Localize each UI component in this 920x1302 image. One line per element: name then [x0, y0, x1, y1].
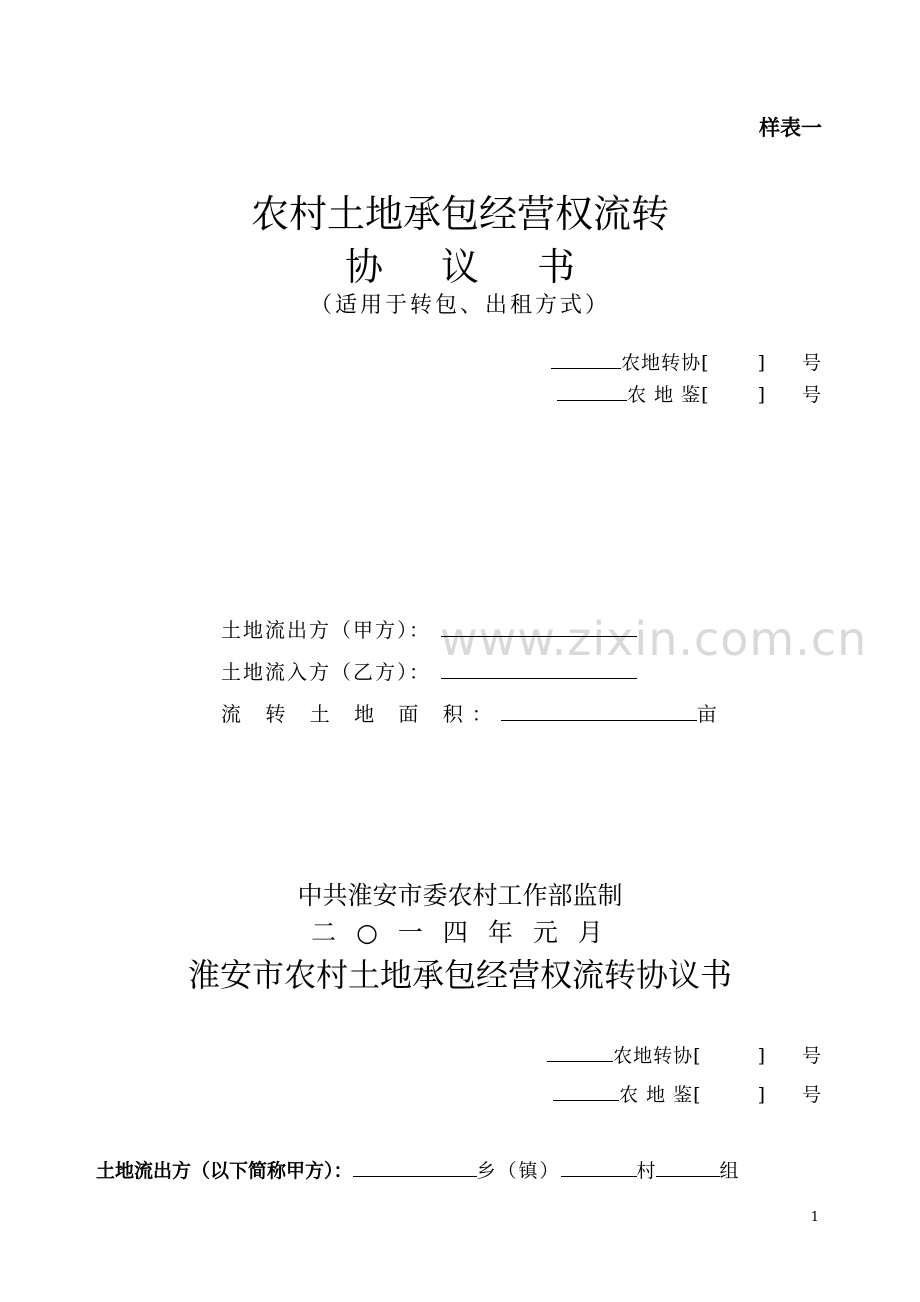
agreement-transfer-number — [547, 1041, 822, 1068]
inflow-party-field — [221, 656, 637, 685]
bracket-close: ] — [757, 1045, 766, 1067]
transfer-number-label: 农地转协[ — [621, 352, 710, 374]
bracket-close: ] — [757, 1084, 766, 1106]
inflow-party-label: 土地流入方（乙方）： — [221, 660, 431, 684]
bracket-close: ] — [757, 352, 766, 374]
transfer-area-blank[interactable] — [501, 699, 697, 721]
appraisal-number-label: 农 地 鉴[ — [619, 1084, 702, 1106]
group-blank[interactable] — [656, 1156, 720, 1177]
transfer-area-label: 流 转 土 地 面 积： — [221, 702, 501, 726]
outflow-party-field — [221, 614, 637, 643]
transfer-number-label: 农地转协[ — [613, 1045, 702, 1067]
inflow-party-blank[interactable] — [441, 657, 637, 679]
cover-transfer-number — [551, 348, 822, 375]
village-label: 村 — [636, 1160, 656, 1182]
number-blank[interactable] — [551, 348, 621, 369]
outflow-party-address-label: 土地流出方（以下简称甲方）： — [96, 1160, 353, 1182]
transfer-area-field — [221, 698, 719, 727]
township-blank[interactable] — [353, 1156, 477, 1177]
cover-title-agreement: 协议书 — [344, 245, 633, 289]
page-number: 1 — [810, 1210, 819, 1225]
number-suffix: 号 — [801, 384, 822, 406]
number-suffix: 号 — [801, 1045, 822, 1067]
agreement-appraisal-number — [553, 1080, 822, 1107]
area-unit: 亩 — [696, 702, 719, 726]
outflow-party-address — [96, 1156, 739, 1183]
cover-subtitle: （适用于转包、出租方式） — [309, 293, 610, 318]
number-blank[interactable] — [557, 380, 627, 401]
number-suffix: 号 — [801, 1084, 822, 1106]
cover-title: 农村土地承包经营权流转 — [250, 192, 669, 236]
issue-date: 二○一四年元月 — [311, 918, 623, 947]
sample-label: 样表一 — [759, 116, 822, 140]
cover-appraisal-number — [557, 380, 822, 407]
watermark: www.zixin.com.cn — [440, 612, 868, 666]
number-blank[interactable] — [547, 1041, 613, 1062]
outflow-party-label: 土地流出方（甲方）： — [221, 618, 431, 642]
agreement-title: 淮安市农村土地承包经营权流转协议书 — [187, 956, 732, 994]
number-blank[interactable] — [553, 1080, 619, 1101]
appraisal-number-label: 农 地 鉴[ — [627, 384, 710, 406]
bracket-close: ] — [757, 384, 766, 406]
village-blank[interactable] — [561, 1156, 637, 1177]
township-label: 乡（镇） — [476, 1160, 561, 1182]
outflow-party-blank[interactable] — [441, 615, 637, 637]
supervisor-line: 中共淮安市委农村工作部监制 — [297, 881, 623, 910]
number-suffix: 号 — [801, 352, 822, 374]
group-label: 组 — [719, 1160, 739, 1182]
